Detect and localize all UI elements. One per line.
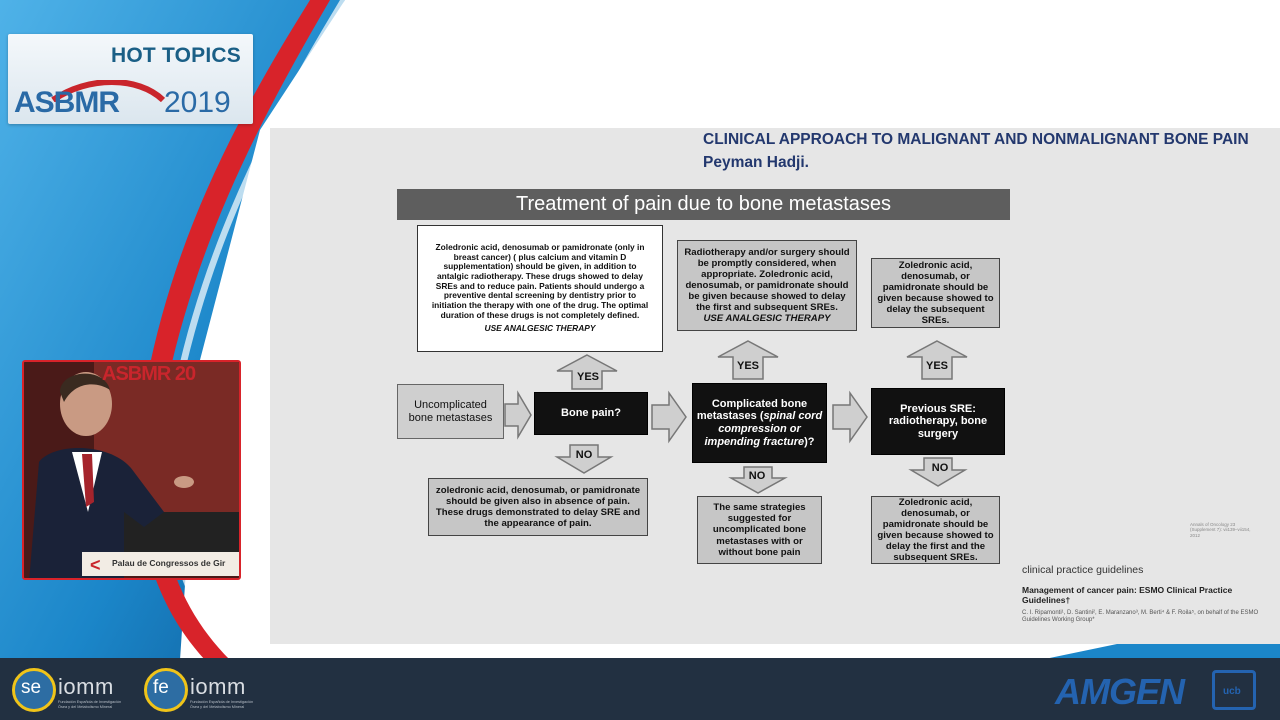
right-arrow-icon bbox=[651, 392, 687, 442]
video-backdrop-text: ASBMR 20 bbox=[102, 363, 196, 385]
top-left-box bbox=[417, 225, 663, 352]
speaker-figure bbox=[24, 362, 241, 580]
video-banner-text: Palau de Congressos de Gir bbox=[112, 558, 226, 568]
bone-pain-box bbox=[534, 392, 648, 435]
bottom-left-text: zoledronic acid, denosumab, or pamidronate should be given also in absence of pain. These drugs demonstrated to delay SRE and the appearance of pain. bbox=[435, 484, 641, 530]
badge-year: 2019 bbox=[164, 86, 231, 119]
citation-meta: Annals of Oncology 23 (Supplement 7): vii139–vii154, 2012 bbox=[1190, 522, 1251, 538]
video-banner bbox=[82, 552, 241, 576]
bottom-mid-text: The same strategies suggested for uncomplicated bone metastases with or without bone pain bbox=[712, 502, 807, 558]
badge-title: HOT TOPICS bbox=[111, 44, 241, 67]
sponsor-seiomm bbox=[12, 668, 132, 712]
top-right-box bbox=[871, 258, 1000, 328]
presentation-slide bbox=[270, 128, 1280, 644]
sponsor-name: iomm bbox=[190, 674, 246, 699]
citation-header: clinical practice guidelines bbox=[1022, 564, 1144, 576]
citation-title: Management of cancer pain: ESMO Clinical Practice Guidelines† bbox=[1022, 585, 1233, 605]
asbmr-logo: ASBMR bbox=[14, 86, 119, 119]
bottom-left-box bbox=[428, 478, 648, 536]
bone-pain-text: Bone pain? bbox=[561, 407, 621, 420]
feiomm-logo-icon: fe bbox=[144, 668, 188, 712]
chevron-left-icon: < bbox=[90, 555, 101, 575]
sponsor-subtitle: Fundación Española de Investigación Ósea y del Metabolismo Mineral bbox=[58, 700, 122, 709]
previous-sre-box bbox=[871, 388, 1005, 455]
complicated-text: Complicated bone metastases (spinal cord compression or impending fracture)? bbox=[696, 397, 823, 448]
no-label: NO bbox=[748, 470, 766, 482]
yes-label: YES bbox=[736, 360, 759, 372]
top-right-text: Zoledronic acid, denosumab, or pamidronate should be given because showed to delay the subsequent SREs. bbox=[877, 259, 994, 327]
bottom-mid-box bbox=[697, 496, 822, 564]
sponsor-name: iomm bbox=[58, 674, 114, 699]
speaker-video bbox=[22, 360, 241, 580]
right-arrow-icon bbox=[504, 392, 532, 438]
yes-label: YES bbox=[576, 371, 599, 383]
slide-author: Peyman Hadji. bbox=[703, 154, 809, 171]
slide-title: CLINICAL APPROACH TO MALIGNANT AND NONMALIGNANT BONE PAIN bbox=[703, 131, 1249, 148]
top-left-em: USE ANALGESIC THERAPY bbox=[484, 323, 596, 334]
top-left-text: Zoledronic acid, denosumab or pamidronate (only in breast cancer) ( plus calcium and vitamin D supplementation) should be given, in addition to antalgic radiotherapy. These drugs showed to delay SREs and to reduce pain. Patients should undergo a preventive dental screening by dentistry prior to initiation the therapy with one of the drug. The optimal duration of these drugs is not completely defined. bbox=[431, 242, 649, 320]
no-label: NO bbox=[575, 449, 593, 461]
sponsor-subtitle: Fundación Española de Investigación Ósea y del Metabolismo Mineral bbox=[190, 700, 254, 709]
bottom-right-text: Zoledronic acid, denosumab, or pamidronate should be given because showed to delay the first and the subsequent SREs. bbox=[877, 496, 994, 564]
ucb-logo-icon: ucb bbox=[1212, 670, 1256, 710]
diagram-header: Treatment of pain due to bone metastases bbox=[397, 189, 1010, 220]
right-arrow-icon bbox=[832, 392, 868, 442]
uncomplicated-text: Uncomplicated bone metastases bbox=[408, 398, 493, 424]
top-mid-box bbox=[677, 240, 857, 331]
bottom-right-box bbox=[871, 496, 1000, 564]
top-mid-text: Radiotherapy and/or surgery should be promptly considered, when appropriate. Zoledronic acid, denosumab, or pamidronate should be given because showed to delay the first and subsequent SREs. bbox=[684, 246, 850, 314]
citation bbox=[1022, 522, 1278, 624]
seiomm-logo-icon: se bbox=[12, 668, 56, 712]
previous-sre-text: Previous SRE: radiotherapy, bone surgery bbox=[888, 402, 988, 440]
citation-authors: C. I. Ripamonti¹, D. Santini², E. Maranzano³, M. Berti⁴ & F. Roila⁵, on behalf of the ESMO Guidelines Working Group* bbox=[1022, 609, 1259, 623]
no-label: NO bbox=[931, 462, 949, 474]
sponsor-feiomm bbox=[144, 668, 264, 712]
amgen-logo: AMGEN bbox=[1055, 671, 1184, 712]
footer bbox=[0, 658, 1280, 720]
uncomplicated-box bbox=[397, 384, 504, 439]
yes-label: YES bbox=[925, 360, 948, 372]
event-badge bbox=[8, 34, 253, 124]
complicated-box bbox=[692, 383, 827, 463]
top-mid-em: USE ANALGESIC THERAPY bbox=[703, 313, 831, 325]
